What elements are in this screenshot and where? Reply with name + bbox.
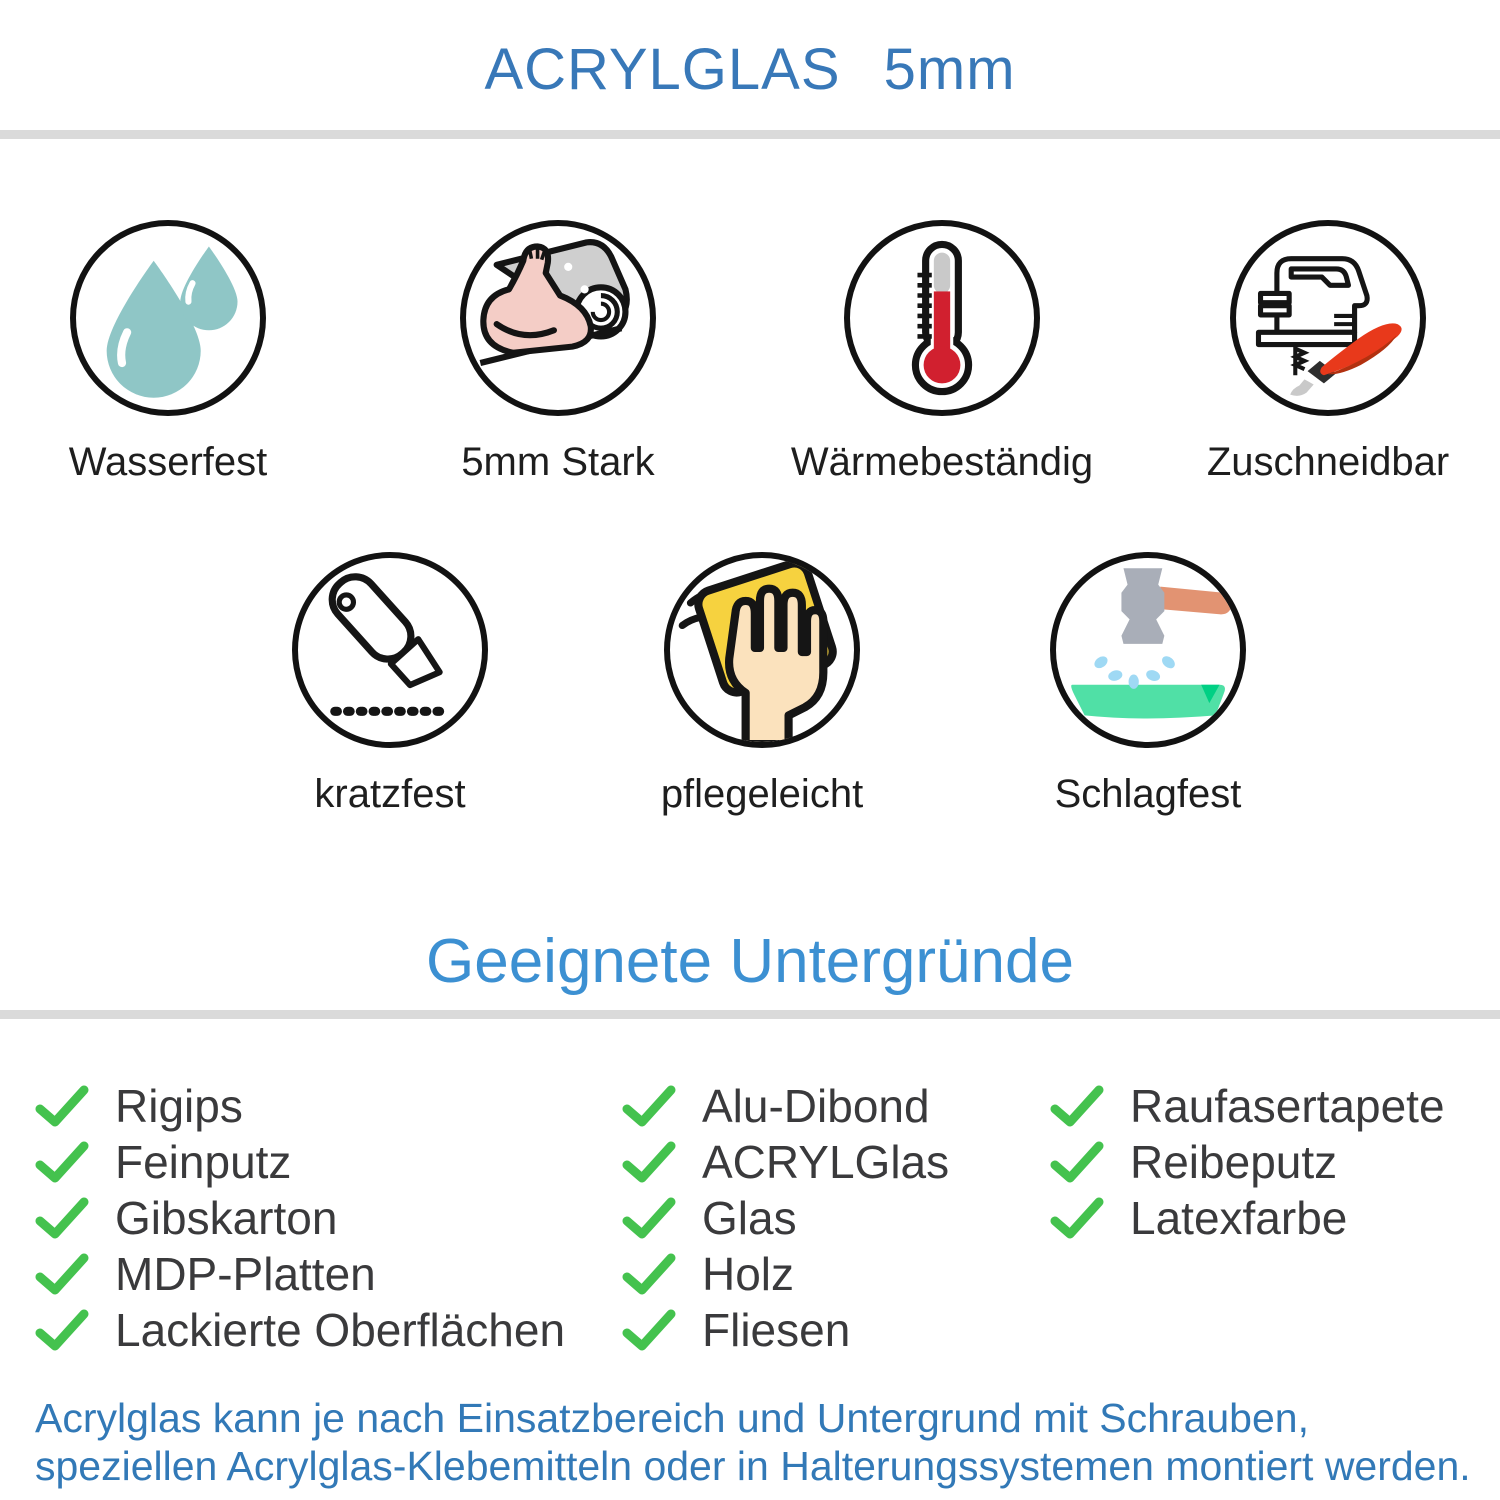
list-item <box>1050 1134 1445 1190</box>
list-item <box>35 1302 565 1358</box>
feature-label: Schlagfest <box>1054 772 1242 816</box>
surface-label: Latexfarbe <box>1130 1192 1348 1244</box>
list-item <box>622 1134 949 1190</box>
surface-label: Reibeputz <box>1130 1136 1338 1188</box>
water-drops-icon <box>76 226 260 410</box>
feature-zuschneidbar <box>1148 220 1500 485</box>
feature-pflegeleicht <box>582 552 942 817</box>
surface-label: Raufasertapete <box>1130 1080 1445 1132</box>
check-icon <box>1050 1085 1104 1127</box>
list-item <box>622 1190 949 1246</box>
feature-waermebestaendig <box>762 220 1122 485</box>
check-icon <box>35 1309 89 1351</box>
feature-circle <box>844 220 1040 416</box>
check-icon <box>1050 1141 1104 1183</box>
note-line-2: speziellen Acrylglas-Klebemitteln oder in Halterungssystemen montiert werden. <box>35 1443 1471 1490</box>
feature-label: 5mm Stark <box>461 440 655 484</box>
surface-label: Alu-Dibond <box>702 1080 930 1132</box>
list-item <box>1050 1078 1445 1134</box>
feature-label: kratzfest <box>314 772 466 816</box>
divider-bar-bottom <box>0 1010 1500 1019</box>
feature-label: Zuschneidbar <box>1206 440 1450 484</box>
surface-label: Rigips <box>115 1080 243 1132</box>
check-icon <box>622 1197 676 1239</box>
list-item <box>622 1078 949 1134</box>
feature-wasserfest <box>0 220 348 485</box>
check-icon <box>622 1141 676 1183</box>
list-item <box>35 1246 565 1302</box>
cleaning-hand-icon <box>670 558 854 742</box>
divider-bar-top <box>0 130 1500 139</box>
list-item <box>35 1078 565 1134</box>
utility-knife-icon <box>298 558 482 742</box>
hammer-icon <box>1056 558 1240 742</box>
strong-arm-icon <box>466 226 650 410</box>
surface-label: Lackierte Oberflächen <box>115 1304 566 1356</box>
section-heading: Geeignete Untergründe <box>425 927 1074 996</box>
jigsaw-icon <box>1236 226 1420 410</box>
check-icon <box>622 1085 676 1127</box>
feature-kratzfest <box>210 552 570 817</box>
surface-label: MDP-Platten <box>115 1248 376 1300</box>
feature-label: pflegeleicht <box>660 772 864 816</box>
surface-label: Holz <box>702 1248 795 1300</box>
surface-column-2 <box>622 1078 949 1358</box>
check-icon <box>35 1197 89 1239</box>
list-item <box>1050 1190 1445 1246</box>
list-item <box>35 1134 565 1190</box>
feature-circle <box>292 552 488 748</box>
feature-circle <box>460 220 656 416</box>
check-icon <box>622 1253 676 1295</box>
note-line-1: Acrylglas kann je nach Einsatzbereich und Untergrund mit Schrauben, <box>35 1395 1309 1441</box>
list-item <box>622 1246 949 1302</box>
check-icon <box>35 1141 89 1183</box>
feature-circle <box>664 552 860 748</box>
list-item <box>35 1190 565 1246</box>
feature-circle <box>70 220 266 416</box>
feature-label: Wasserfest <box>68 440 268 484</box>
surface-column-1 <box>35 1078 565 1358</box>
feature-circle <box>1230 220 1426 416</box>
surface-label: Fliesen <box>702 1304 851 1356</box>
surface-label: Glas <box>702 1192 797 1244</box>
list-item <box>622 1302 949 1358</box>
feature-schlagfest <box>968 552 1328 817</box>
surface-label: Gibskarton <box>115 1192 338 1244</box>
surface-column-3 <box>1050 1078 1445 1246</box>
check-icon <box>35 1085 89 1127</box>
feature-circle <box>1050 552 1246 748</box>
check-icon <box>622 1309 676 1351</box>
thermometer-icon <box>850 226 1034 410</box>
check-icon <box>1050 1197 1104 1239</box>
check-icon <box>35 1253 89 1295</box>
surface-label: ACRYLGlas <box>702 1136 950 1188</box>
feature-label: Wärmebeständig <box>790 440 1094 484</box>
mounting-note <box>35 1394 1471 1491</box>
page-title: ACRYLGLAS 5mm <box>484 37 1016 102</box>
feature-5mm-stark <box>378 220 738 485</box>
surface-label: Feinputz <box>115 1136 292 1188</box>
